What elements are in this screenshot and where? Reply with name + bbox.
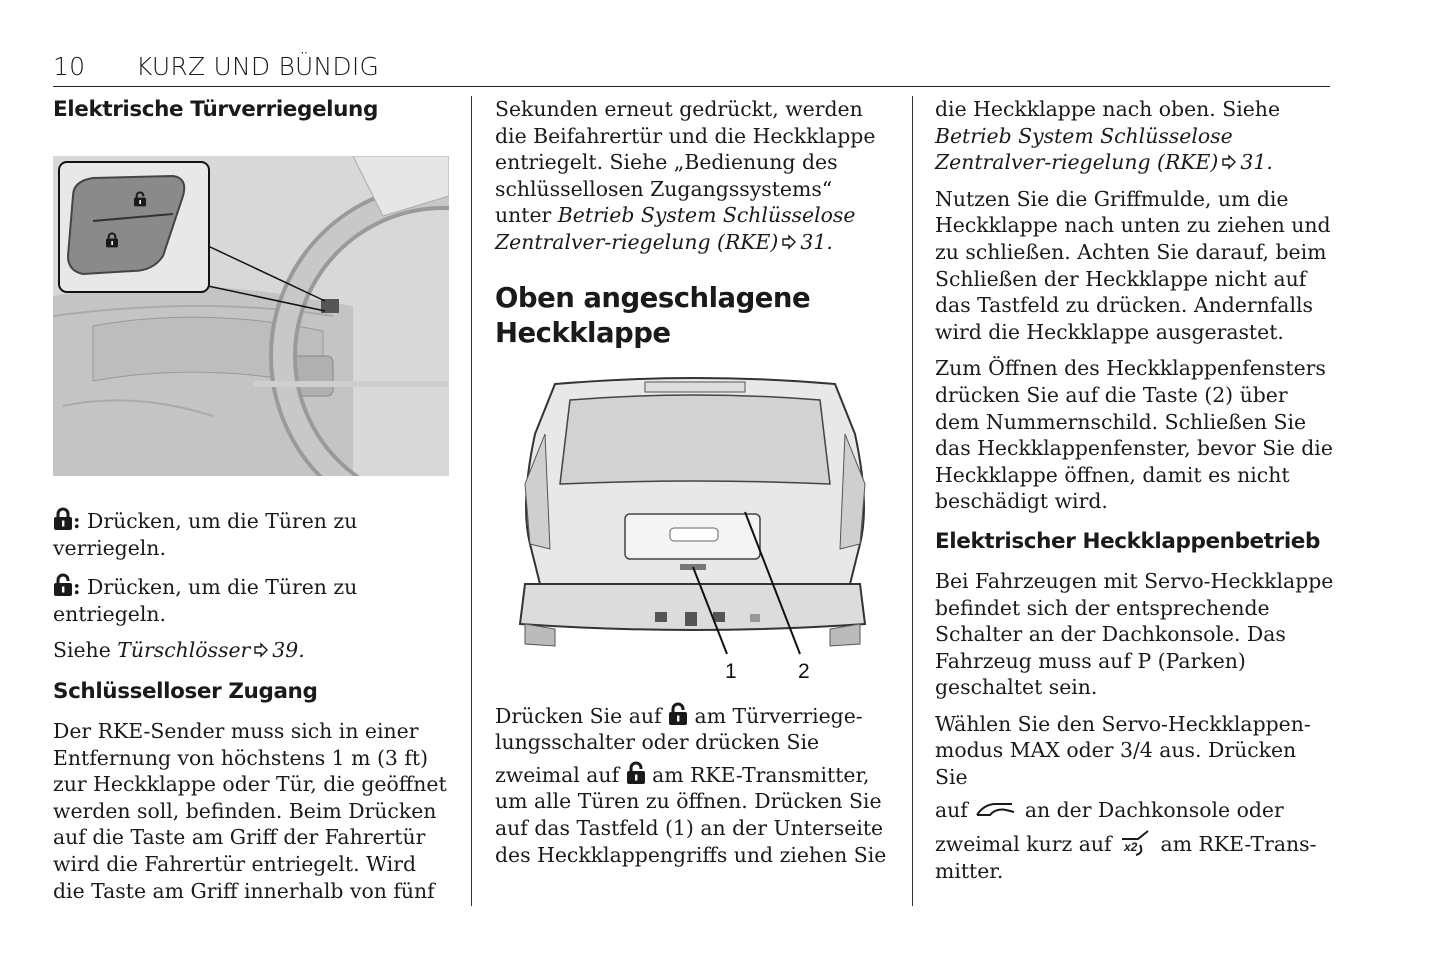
section-title: KURZ UND BÜNDIG: [136, 52, 380, 81]
heading-keyless-access: Schlüsselloser Zugang: [53, 678, 318, 704]
column-3: [935, 96, 1335, 884]
cross-reference-icon: [781, 234, 797, 250]
page-header: [53, 52, 1330, 87]
cross-reference-icon: [253, 642, 269, 658]
column-divider-2: [912, 96, 913, 906]
keyless-access-text: Der RKE-Sender muss sich in einer Entfernung von höchstens 1 m (3 ft) zur Heckklappe oder Tür, die geöffnet werden soll, befinden. Beim Drücken auf die Taste am Griff der Fahrertür wird die Fahrertür entriegelt. Wird die Taste am Griff innerhalb von fünf: [53, 718, 447, 903]
power-liftgate-text: Bei Fahrzeugen mit Servo-Heckklappe befindet sich der entsprechende Schalter an der Dachkonsole. Das Fahrzeug muss auf P (Parken) geschaltet sein.: [935, 568, 1334, 700]
unlock-instruction: : Drücken, um die Türen zu entriegeln.: [53, 575, 358, 626]
column-2: [495, 96, 890, 868]
svg-text:x2: x2: [1124, 840, 1138, 855]
liftgate-icon: [974, 800, 1018, 820]
liftgate-close-text: Nutzen Sie die Griffmulde, um die Heckklappe nach unten zu ziehen und zu schließen. Achten Sie darauf, beim Schließen der Heckklappe nicht auf das Tastfeld zu drücken. Andernfalls wird die Heckklappe ausgerastet.: [935, 186, 1331, 344]
unlock-icon: [626, 761, 646, 785]
lock-instruction: : Drücken, um die Türen zu verriegeln.: [53, 509, 358, 560]
heading-power-door-locks: Elektrische Türverriegelung: [53, 97, 378, 122]
liftgate-open-text: die Heckklappe nach oben. Siehe Betrieb System Schlüsselose Zentralver-riegelung (RKE) 31.: [935, 97, 1281, 175]
cross-reference-icon: [1221, 154, 1237, 170]
heading-power-liftgate: Elektrischer Heckklappenbetrieb: [935, 528, 1320, 554]
continued-text: Sekunden erneut gedrückt, werden die Beifahrertür und die Heckklappe entriegelt. Siehe „Bedienung des schlüssellosen Zugangssystems“ unter Betrieb System Schlüsselose Zentralver-riegelung (RKE) 31.: [495, 97, 876, 254]
door-lock-switch-illustration: [53, 156, 449, 476]
unlock-icon: [668, 702, 688, 726]
rke-link[interactable]: Betrieb System Schlüsselose Zentralver-riegelung (RKE): [495, 203, 856, 254]
see-door-locks: Siehe Türschlösser 39.: [53, 638, 305, 663]
callout-1: 1: [725, 659, 737, 683]
power-liftgate-mode-text: Wählen Sie den Servo-Heckklappen- modus MAX oder 3/4 aus. Drücken Sie auf an der Dachkonsole oder zweimal kurz auf x2 am RKE-Trans- mitter.: [935, 711, 1317, 883]
heading-liftgate: Oben angeschlagene Heckklappe: [495, 281, 811, 349]
liftgate-x2-icon: [1118, 829, 1154, 857]
callout-2: 2: [798, 659, 810, 683]
page-number: 10: [53, 52, 86, 81]
liftgate-instruction: Drücken Sie auf am Türverriege- lungsschalter oder drücken Sie zweimal auf am RKE-Transmitter, um alle Türen zu öffnen. Drücken Sie auf das Tastfeld (1) an der Unterseite des Heckklappengriffs und ziehen Sie: [495, 703, 887, 867]
rke-link[interactable]: Betrieb System Schlüsselose Zentralver-riegelung (RKE): [935, 123, 1233, 175]
liftgate-window-text: Zum Öffnen des Heckklappenfensters drücken Sie auf die Taste (2) über dem Nummernschild. Schließen Sie das Heckklappenfenster, bevor Sie die Heckklappe öffnen, damit es nicht beschädigt wird.: [935, 356, 1333, 514]
unlock-icon: [53, 573, 73, 597]
column-1: [53, 96, 453, 904]
door-locks-link[interactable]: Türschlösser: [117, 638, 251, 663]
column-divider-1: [471, 96, 472, 906]
liftgate-illustration: [495, 374, 890, 694]
lock-icon: [53, 507, 73, 531]
